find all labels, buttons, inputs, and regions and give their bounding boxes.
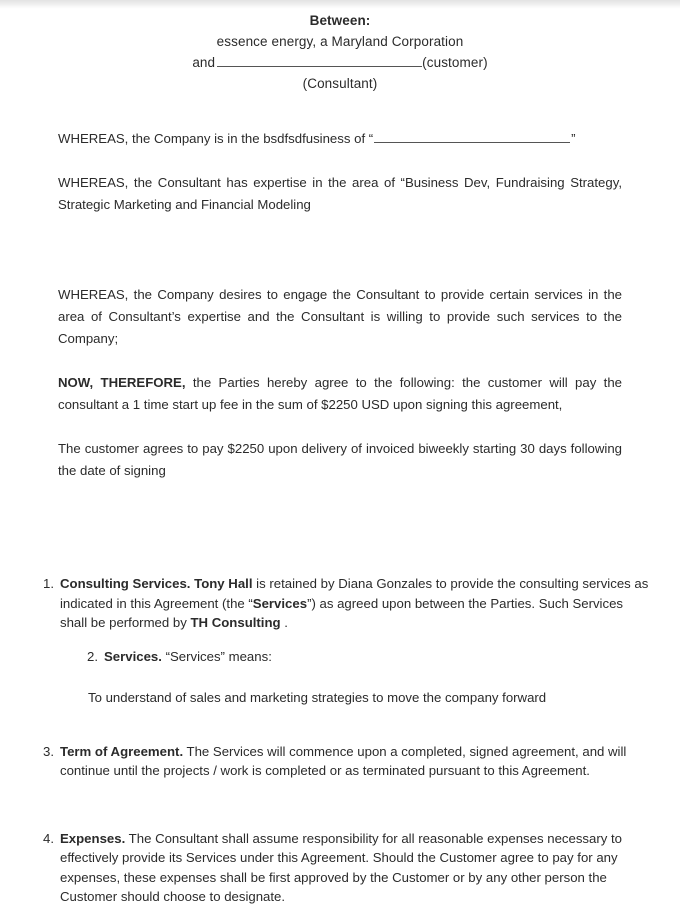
recital-payment-terms: The customer agrees to pay $2250 upon delivery of invoiced biweekly starting 30 days following the date of signing <box>58 441 622 478</box>
spacer <box>0 708 680 742</box>
services-description: To understand of sales and marketing strategies to move the company forward <box>88 690 547 705</box>
clause-body: The Consultant shall assume responsibility for all reasonable expenses necessary to effectively provide its Services under this Agreement. Should the Customer agree to pay for any expenses, these expenses shall be first approved by the Customer or by any other person the Customer should choose to designate. <box>60 830 623 904</box>
agreement-header <box>0 0 680 94</box>
consultant-label: (Consultant) <box>302 76 378 91</box>
clause-number: 3. <box>43 743 54 759</box>
recital-trailing-quote: ” <box>571 131 576 146</box>
firm-name: TH Consulting <box>190 615 281 630</box>
clause-body: The Services will commence upon a completed, signed agreement, and will continue until the projects / work is completed or as terminated pursuant to this Agreement. <box>60 743 627 778</box>
services-defined-term: Services <box>252 595 308 611</box>
clause-consulting-services <box>34 574 652 633</box>
clause-body-part-2: ”) as agreed upon between the Parties. Such Services shall be performed by <box>60 595 624 630</box>
spacer <box>0 350 680 372</box>
business-description-blank[interactable] <box>374 130 570 143</box>
customer-label: (customer) <box>422 55 488 70</box>
clause-title: Expenses. <box>60 830 126 846</box>
spacer <box>0 216 680 284</box>
now-therefore-body: the Parties hereby agree to the following: the customer will pay the consultant a 1 time start up fee in the sum of $2250 USD upon signing this agreement, <box>58 375 622 412</box>
clause-title: Consulting Services. <box>60 576 191 591</box>
consultant-person-name: Tony Hall <box>194 576 253 591</box>
recital-now-therefore <box>58 372 622 416</box>
and-label: and <box>192 55 216 70</box>
clause-expenses <box>34 829 652 907</box>
recital-whereas-expertise: WHEREAS, the Consultant has expertise in the area of “Business Dev, Fundraising Strategy, Strategic Marketing and Financial Modeling <box>58 175 622 212</box>
clause-body: “Services” means: <box>161 648 272 664</box>
customer-blank-line <box>0 52 680 73</box>
between-label: Between: <box>309 13 371 28</box>
customer-name-blank[interactable] <box>217 53 422 67</box>
clause-number: 4. <box>43 830 54 846</box>
clause-number: 2. <box>87 648 98 664</box>
now-therefore-lead: NOW, THEREFORE, <box>58 375 186 390</box>
clause-number: 1. <box>43 576 54 591</box>
spacer <box>0 416 680 438</box>
spacer <box>0 150 680 172</box>
recital-lead-text: WHEREAS, the Company is in the bsdfsdfusiness of “ <box>58 131 374 146</box>
clause-title: Term of Agreement. <box>60 743 184 759</box>
clause-title: Services. <box>104 648 162 664</box>
spacer <box>0 633 680 647</box>
clause-body-tail: . <box>280 615 288 630</box>
recital-whereas-business <box>58 128 622 150</box>
company-name-line: essence energy, a Maryland Corporation <box>216 34 464 49</box>
spacer <box>0 666 680 688</box>
spacer <box>0 781 680 829</box>
clause-term-of-agreement <box>34 742 652 781</box>
spacer <box>0 482 680 574</box>
clause-body-part-1: is retained by Diana Gonzales to provide the consulting services as indicated in this Agreement (the “ <box>60 576 649 611</box>
recital-whereas-engage: WHEREAS, the Company desires to engage the Consultant to provide certain services in the area of Consultant’s expertise and the Consultant is willing to provide such services to the Company; <box>58 287 622 346</box>
clause-services-definition <box>78 647 640 667</box>
spacer <box>0 94 680 128</box>
